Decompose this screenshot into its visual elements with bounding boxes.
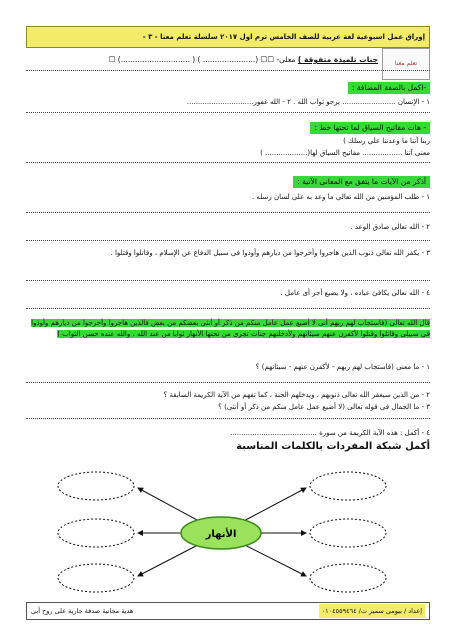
logo-text: تعلم معنا xyxy=(394,60,418,67)
section-1-heading-text: -اكمل بالصفة المضافة : xyxy=(351,83,426,92)
vocab-web-diagram xyxy=(26,458,430,598)
section-2-q2: ٢ - الله تعالى صادق الوعد . xyxy=(350,223,430,231)
footer-dedication: هدية مجانية صدقة جارية على روح أبى xyxy=(31,607,134,615)
answer-line xyxy=(26,308,430,309)
answer-bubble[interactable] xyxy=(58,564,134,592)
header-text: إوراق عمل اسبوعية لغة عربية للصف الخامس ترم اول ٢٠١٧ سلسلة تعلم معنا - ٣ - xyxy=(142,33,425,41)
logo xyxy=(382,48,430,80)
answer-bubble[interactable] xyxy=(310,472,386,500)
section-1-subheading xyxy=(310,122,430,134)
answer-bubble[interactable] xyxy=(310,519,386,547)
verse-block xyxy=(26,318,430,340)
section-1-subheading-text: - هات مفاتيح السياق لما تحتها خط : xyxy=(314,123,426,132)
answer-line xyxy=(26,280,430,281)
footer-author: إعداد / بيومى سمير ت/ ٠١٠٤٥٥٩٤٦٤ xyxy=(319,604,425,618)
section-2-q4: ٤ - الله تعالى يكافئ عباده ، ولا يضيع أجر أى عامل . xyxy=(280,289,430,297)
section-3-q2: ٢ - من الذين سيغفر الله تعالى ذنوبهم ، ويدخلهم الجنة ، كما تفهم من الآية الكريمة السابقة ؟ xyxy=(163,391,430,399)
section-1-heading xyxy=(348,82,430,94)
vocab-web-title: أكمل شبكة المفردات بالكلمات المناسبة xyxy=(236,441,430,452)
section-2-q1: ١ - طلب المؤمنين من الله تعالى ما وعد به على لسان رسله . xyxy=(251,193,430,201)
answer-line xyxy=(26,240,430,241)
divider xyxy=(26,162,430,163)
top-rest: معلى- ☐☐ (...................... ) ( .............................) ☐ xyxy=(108,55,296,64)
divider xyxy=(26,112,430,113)
answer-line xyxy=(26,418,430,419)
page-header xyxy=(26,26,430,48)
section-1-line-4: معنى آتنا .................. مفاتيح السياق لها(................... ) xyxy=(260,149,430,157)
verse-text: قال الله تعالى (فاستجاب لهم ربهم أنى لا أضيع عمل عامل منكم من ذكر أو أنثى بعضكم من بعض فالذين هاجروا وأخرجوا من ديارهم وأوذوا فى سبيلى وقاتلوا وقتلوا لأكفرن عنهم سيئاتهم ولأدخلنهم جنات تجرى من تحتها الأنهار ثوابا من عند الله ، والله عنده حسن الثواب ) xyxy=(31,319,430,338)
worksheet-page xyxy=(26,26,430,620)
answer-bubble[interactable] xyxy=(58,472,134,500)
section-2-q3: ٣ - يكفر الله تعالى ذنوب الذين هاجروا وأخرجوا من ديارهم وأوذوا فى سبيل الدفاع عن الإسلام ، وقاتلوا وقتلوا . xyxy=(110,249,430,257)
divider xyxy=(26,70,430,71)
section-2-heading xyxy=(293,176,430,188)
answer-bubble[interactable] xyxy=(58,519,134,547)
section-3-q3: ٣ - ما الجمال فى قوله تعالى (لا أضيع عمل عامل منكم من ذكر أو أنثى) ؟ xyxy=(218,403,430,411)
answer-bubble[interactable] xyxy=(310,564,386,592)
section-3-q4: ٤ - أكمل : هذه الآية الكريمة من سورة ....................................... xyxy=(230,429,430,437)
top-line xyxy=(26,54,378,66)
center-word: الأنهار xyxy=(205,529,237,540)
section-3-q1: ١ - ما معنى (فاستجاب لهم ربهم - لأكفرن عنهم - سيئاتهم) ؟ xyxy=(255,363,430,371)
top-title: جنات تلميذة متفوقة ) xyxy=(297,55,378,64)
answer-line xyxy=(26,212,430,213)
answer-line xyxy=(26,382,430,383)
section-2-heading-text: أذكر من الآيات ما يتفق مع المعانى الآتية : xyxy=(297,177,426,186)
section-1-line-1: ١ - الإنسان ........................ يرجو ثواب الله . ٢ - الله غفور.............................. xyxy=(186,98,430,106)
footer xyxy=(26,602,430,620)
section-1-line-3: ربنا آتنا ما وعدتنا على رسلك ) xyxy=(343,137,430,145)
